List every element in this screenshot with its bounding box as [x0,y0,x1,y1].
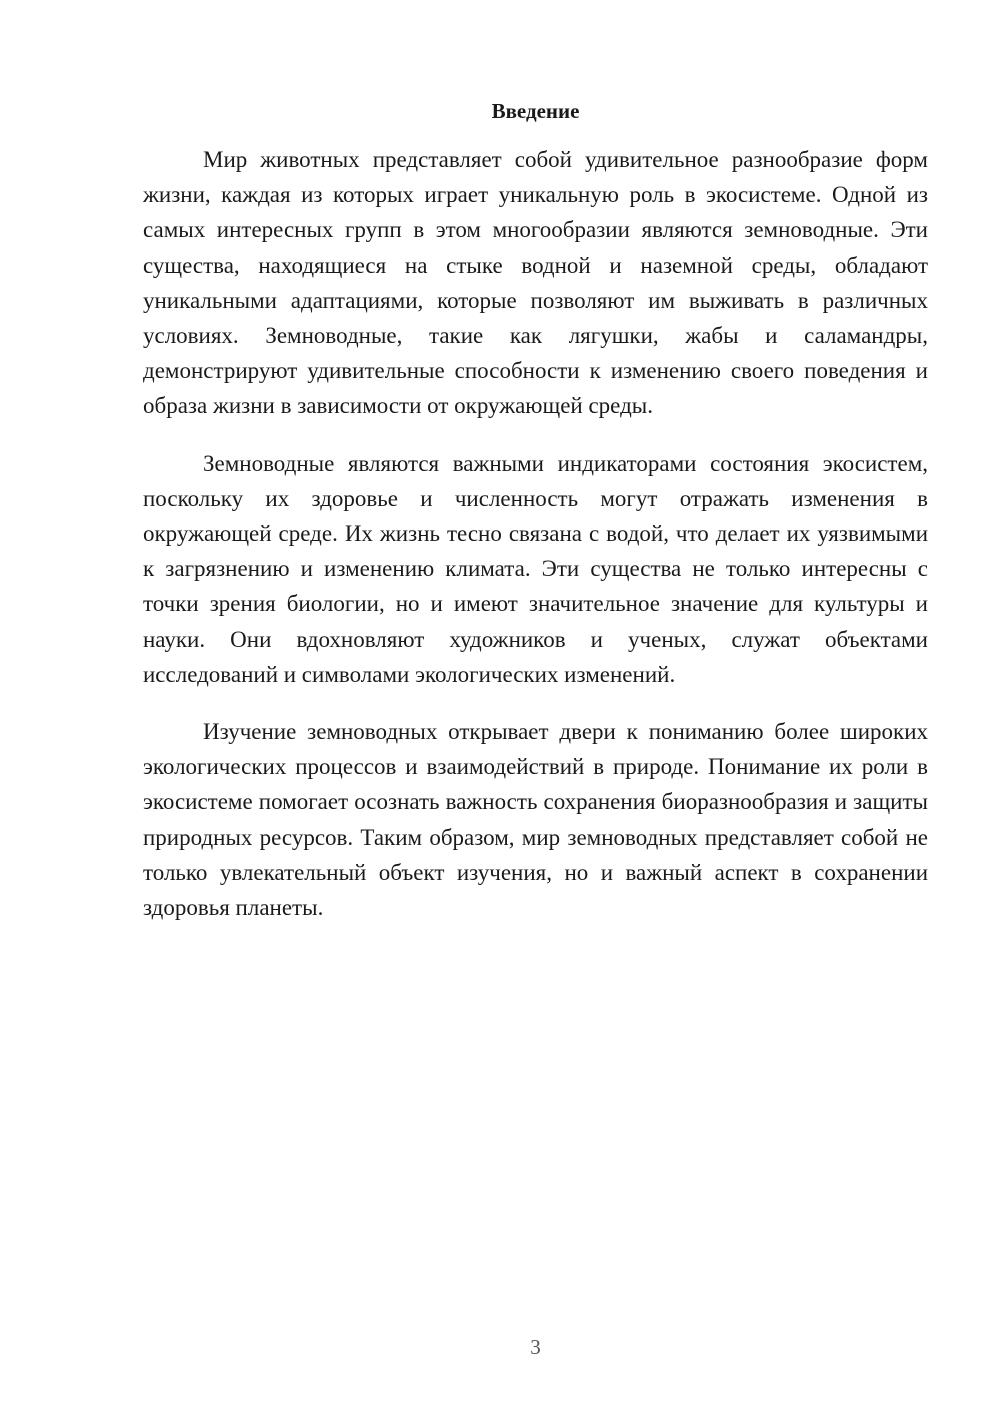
paragraph-3: Изучение земноводных открывает двери к пониманию более широких экологических процессов и взаимодействий в природе. Понимание их роли в экосистеме помогает осознать важность сохранения биоразнообразия и защиты природных ресурсов. Таким образом, мир земноводных представляет собой не только увлекательный объект изучения, но и важный аспект в сохранении здоровья планеты. [143,719,928,921]
section-heading: Введение [491,99,580,123]
paragraph-1: Мир животных представляет собой удивительное разнообразие форм жизни, каждая из которых играет уникальную роль в экосистеме. Одной из самых интересных групп в этом многообразии являются земноводные. Эти существа, находящиеся на стыке водной и наземной среды, обладают уникальными адаптациями, которые позволяют им выживать в различных условиях. Земноводные, такие как лягушки, жабы и саламандры, демонстрируют удивительные способности к изменению своего поведения и образа жизни в зависимости от окружающей среды. [143,147,928,419]
body-text [143,142,928,947]
paragraph-2: Земноводные являются важными индикаторами состояния экосистем, поскольку их здоровье и численность могут отражать изменения в окружающей среде. Их жизнь тесно связана с водой, что делает их уязвимыми к загрязнению и изменению климата. Эти существа не только интересны с точки зрения биологии, но и имеют значительное значение для культуры и науки. Они вдохновляют художников и ученых, служат объектами исследований и символами экологических изменений. [143,450,928,687]
page-number: 3 [530,1335,541,1359]
